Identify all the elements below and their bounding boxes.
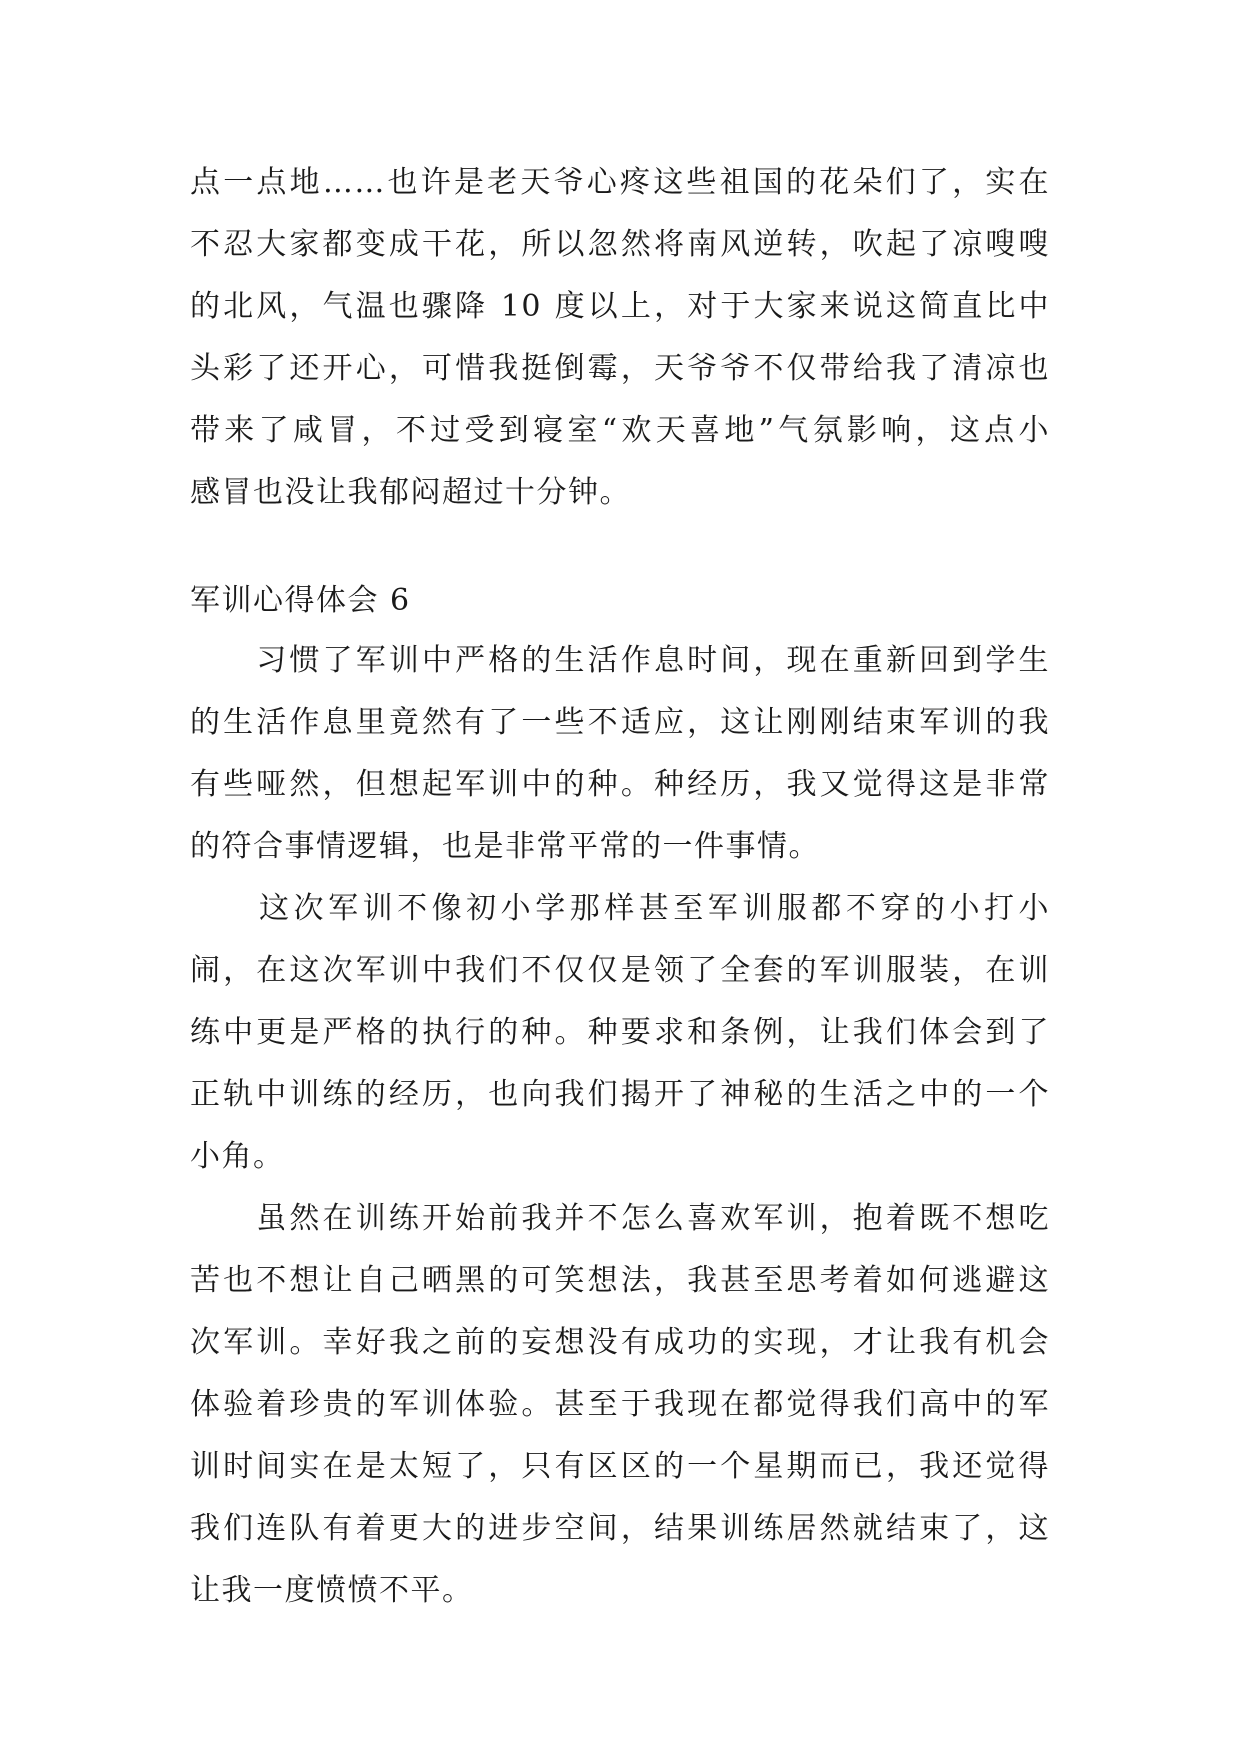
text-line: 的生活作息里竟然有了一些不适应，这让刚刚结束军训的我 — [190, 705, 1050, 740]
text-line: 小角。 — [190, 1139, 285, 1174]
text-line: 训时间实在是太短了，只有区区的一个星期而已，我还觉得 — [190, 1449, 1050, 1484]
text-line: 让我一度愤愤不平。 — [190, 1573, 474, 1608]
text-line: 感冒也没让我郁闷超过十分钟。 — [190, 475, 631, 510]
section-spacer — [190, 524, 1050, 572]
section-heading: 军训心得体会 6 — [190, 583, 411, 618]
text-line: 带来了咸冒，不过受到寝室“欢天喜地”气氛影响，这点小 — [190, 413, 1050, 448]
text-line: 点一点地……也许是老天爷心疼这些祖国的花朵们了，实在 — [190, 165, 1050, 200]
paragraph-3 — [190, 1188, 1050, 1622]
text-line: 苦也不想让自己晒黑的可笑想法，我甚至思考着如何逃避这 — [190, 1263, 1050, 1298]
text-line: 闹，在这次军训中我们不仅仅是领了全套的军训服装，在训 — [190, 953, 1050, 988]
paragraph-1 — [190, 630, 1050, 878]
text-line: 这次军训不像初小学那样甚至军训服都不穿的小打小 — [190, 891, 1050, 926]
text-line: 头彩了还开心，可惜我挺倒霉，天爷爷不仅带给我了清凉也 — [190, 351, 1050, 386]
text-line: 体验着珍贵的军训体验。甚至于我现在都觉得我们高中的军 — [190, 1387, 1050, 1422]
text-line: 不忍大家都变成干花，所以忽然将南风逆转，吹起了凉嗖嗖 — [190, 227, 1050, 262]
text-line: 习惯了军训中严格的生活作息时间，现在重新回到学生 — [190, 643, 1050, 678]
text-line: 次军训。幸好我之前的妄想没有成功的实现，才让我有机会 — [190, 1325, 1050, 1360]
text-line: 虽然在训练开始前我并不怎么喜欢军训，抱着既不想吃 — [190, 1201, 1050, 1236]
text-line: 有些哑然，但想起军训中的种。种经历，我又觉得这是非常 — [190, 767, 1050, 802]
document-body — [190, 152, 1050, 1622]
paragraph-2 — [190, 878, 1050, 1188]
text-line: 的符合事情逻辑，也是非常平常的一件事情。 — [190, 829, 820, 864]
text-line: 的北风，气温也骤降 10 度以上，对于大家来说这简直比中 — [190, 289, 1050, 324]
paragraph-continued — [190, 152, 1050, 524]
text-line: 我们连队有着更大的进步空间，结果训练居然就结束了，这 — [190, 1511, 1050, 1546]
text-line: 正轨中训练的经历，也向我们揭开了神秘的生活之中的一个 — [190, 1077, 1050, 1112]
text-line: 练中更是严格的执行的种。种要求和条例，让我们体会到了 — [190, 1015, 1050, 1050]
